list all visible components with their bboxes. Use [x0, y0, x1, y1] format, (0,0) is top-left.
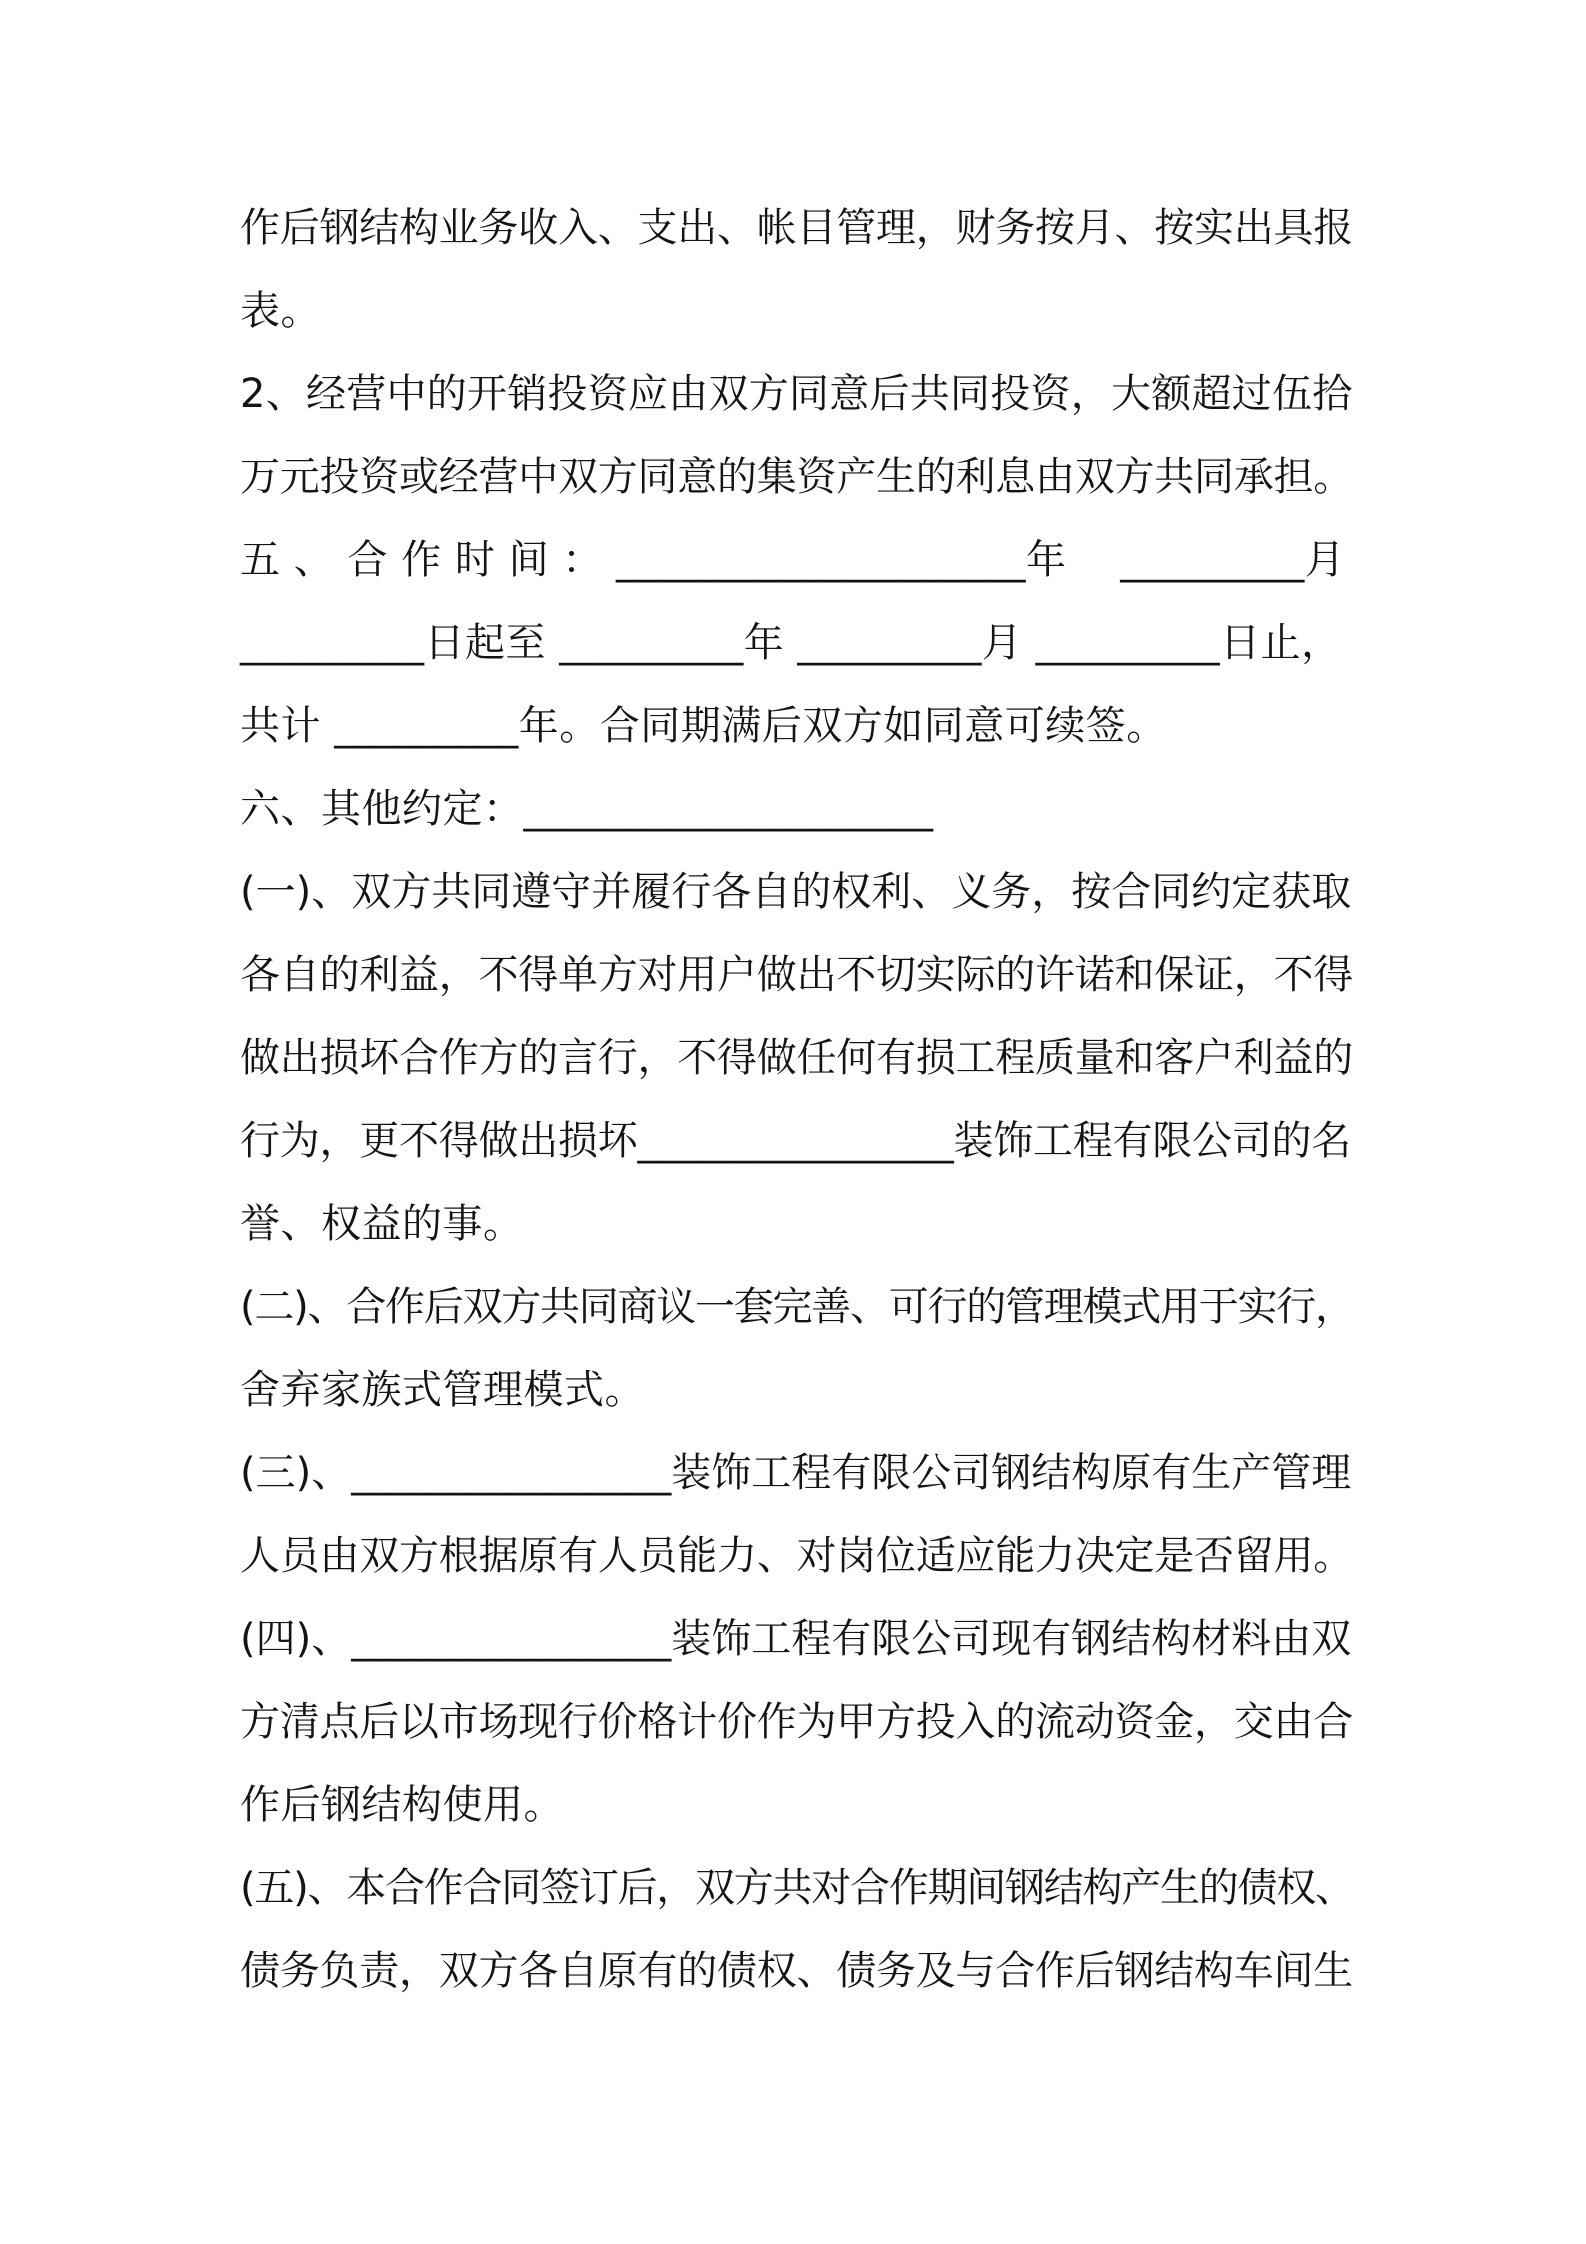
- text-line: 六、其他约定：____________________: [240, 786, 934, 832]
- text-line: (一)、双方共同遵守并履行各自的权利、义务，按合同约定获取: [240, 869, 1352, 915]
- text-line: 作后钢结构使用。: [240, 1782, 564, 1828]
- text-line: 共计 _________年。合同期满后双方如同意可续签。: [240, 703, 1167, 749]
- text-line: 各自的利益，不得单方对用户做出不切实际的许诺和保证，不得: [240, 952, 1353, 998]
- text-line: (二)、合作后双方共同商议一套完善、可行的管理模式用于实行，: [240, 1284, 1354, 1330]
- text-line: (五)、本合作合同签订后，双方共对合作期间钢结构产生的债权、: [240, 1865, 1354, 1911]
- text-line: (三)、________________装饰工程有限公司钢结构原有生产管理: [240, 1450, 1352, 1496]
- text-line: 人员由双方根据原有人员能力、对岗位适应能力决定是否留用。: [240, 1533, 1353, 1579]
- text-line: 万元投资或经营中双方同意的集资产生的利息由双方共同承担。: [240, 454, 1353, 500]
- text-line: (四)、________________装饰工程有限公司现有钢结构材料由双: [240, 1616, 1352, 1662]
- text-line: 做出损坏合作方的言行，不得做任何有损工程质量和客户利益的: [240, 1035, 1353, 1081]
- text-line: 方清点后以市场现行价格计价作为甲方投入的流动资金，交由合: [240, 1699, 1353, 1745]
- text-line: 作后钢结构业务收入、支出、帐目管理，财务按月、按实出具报: [240, 205, 1353, 251]
- text-line: 舍弃家族式管理模式。: [240, 1367, 645, 1413]
- text-line: 表。: [240, 288, 321, 334]
- text-line: 誉、权益的事。: [240, 1201, 524, 1247]
- text-line: _________日起至 _________年 _________月 _________日止，: [240, 620, 1342, 666]
- text-line: 债务负责，双方各自原有的债权、债务及与合作后钢结构车间生: [240, 1948, 1353, 1994]
- text-line: 五 、 合 作 时 间 ： ____________________年 _________月: [240, 537, 1346, 583]
- text-line: 行为，更不得做出损坏________________装饰工程有限公司的名: [240, 1118, 1351, 1164]
- text-line: 2、经营中的开销投资应由双方同意后共同投资，大额超过伍拾: [240, 371, 1353, 417]
